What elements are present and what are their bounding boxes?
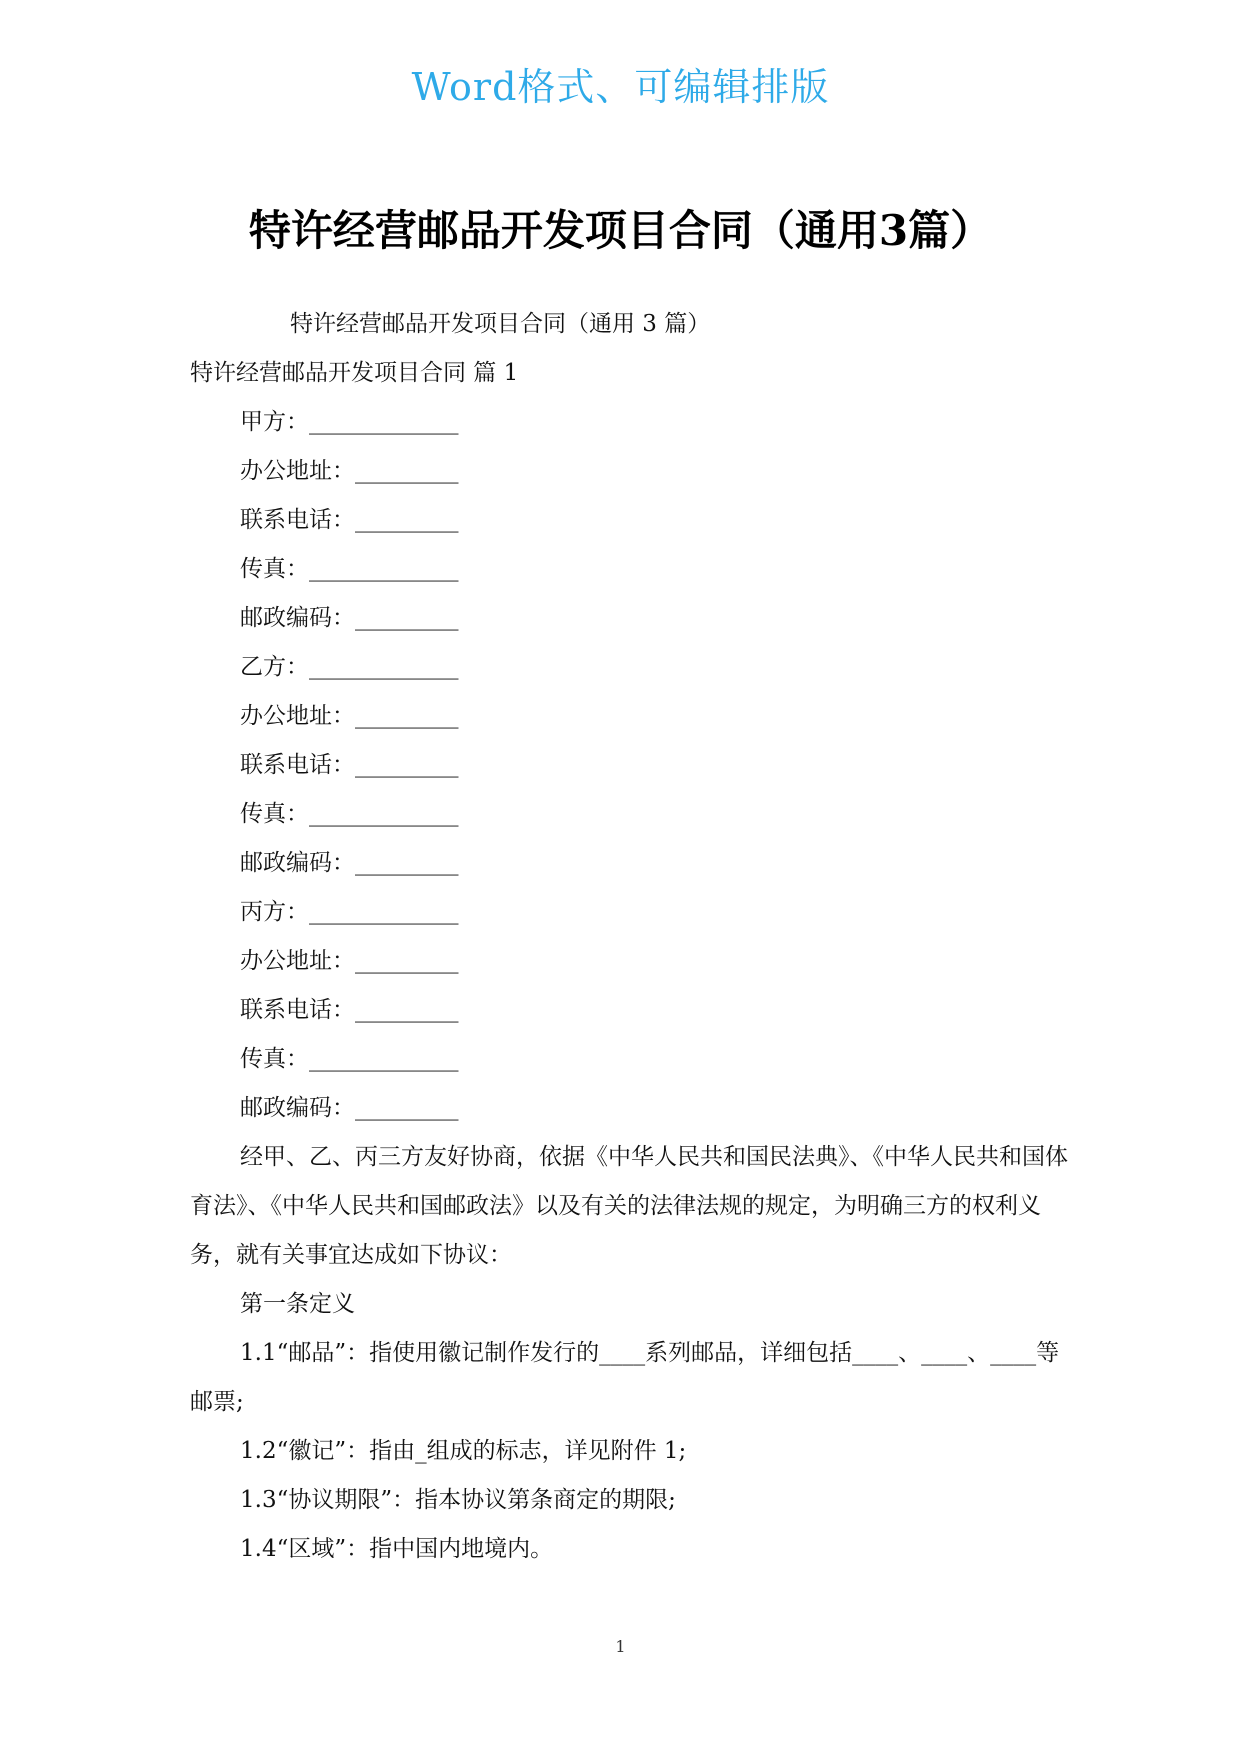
- party-line: 联系电话：_________: [240, 507, 459, 533]
- party-line: 邮政编码：_________: [240, 605, 459, 631]
- definition-item: 1.4“区域”：指中国内地境内。: [240, 1536, 554, 1562]
- party-line: 办公地址：_________: [240, 703, 459, 729]
- definition-item: 1.3“协议期限”：指本协议第条商定的期限;: [240, 1487, 676, 1513]
- party-line: 办公地址：_________: [240, 948, 459, 974]
- party-line: 联系电话：_________: [240, 752, 459, 778]
- definition-item: 1.1“邮品”：指使用徽记制作发行的____系列邮品，详细包括____、____、____等邮票;: [190, 1340, 1060, 1415]
- party-line: 办公地址：_________: [240, 458, 459, 484]
- page-number: 1: [615, 1637, 626, 1656]
- party-line: 邮政编码：_________: [240, 850, 459, 876]
- document-banner: Word格式、可编辑排版: [411, 65, 830, 109]
- party-line: 传真：_____________: [240, 801, 459, 827]
- intro-paragraph: 经甲、乙、丙三方友好协商，依据《中华人民共和国民法典》、《中华人民共和国体育法》、《中华人民共和国邮政法》以及有关的法律法规的规定，为明确三方的权利义务，就有关事宜达成如下协议：: [190, 1144, 1068, 1268]
- party-line: 传真：_____________: [240, 1046, 459, 1072]
- party-line: 丙方：_____________: [240, 899, 459, 925]
- party-line: 乙方：_____________: [240, 654, 459, 680]
- section-heading: 特许经营邮品开发项目合同 篇 1: [190, 360, 519, 386]
- party-line: 甲方：_____________: [240, 409, 459, 435]
- party-info-list: [190, 398, 1070, 1133]
- party-line: 联系电话：_________: [240, 997, 459, 1023]
- party-line: 邮政编码：_________: [240, 1095, 459, 1121]
- party-line: 传真：_____________: [240, 556, 459, 582]
- document-subtitle: 特许经营邮品开发项目合同（通用 3 篇）: [290, 311, 711, 337]
- document-body: [190, 300, 1070, 1574]
- article-heading: 第一条定义: [240, 1291, 355, 1317]
- definition-item: 1.2“徽记”：指由_组成的标志，详见附件 1;: [240, 1438, 687, 1464]
- document-title: 特许经营邮品开发项目合同（通用3篇）: [248, 206, 993, 255]
- definitions-list: [190, 1329, 1070, 1574]
